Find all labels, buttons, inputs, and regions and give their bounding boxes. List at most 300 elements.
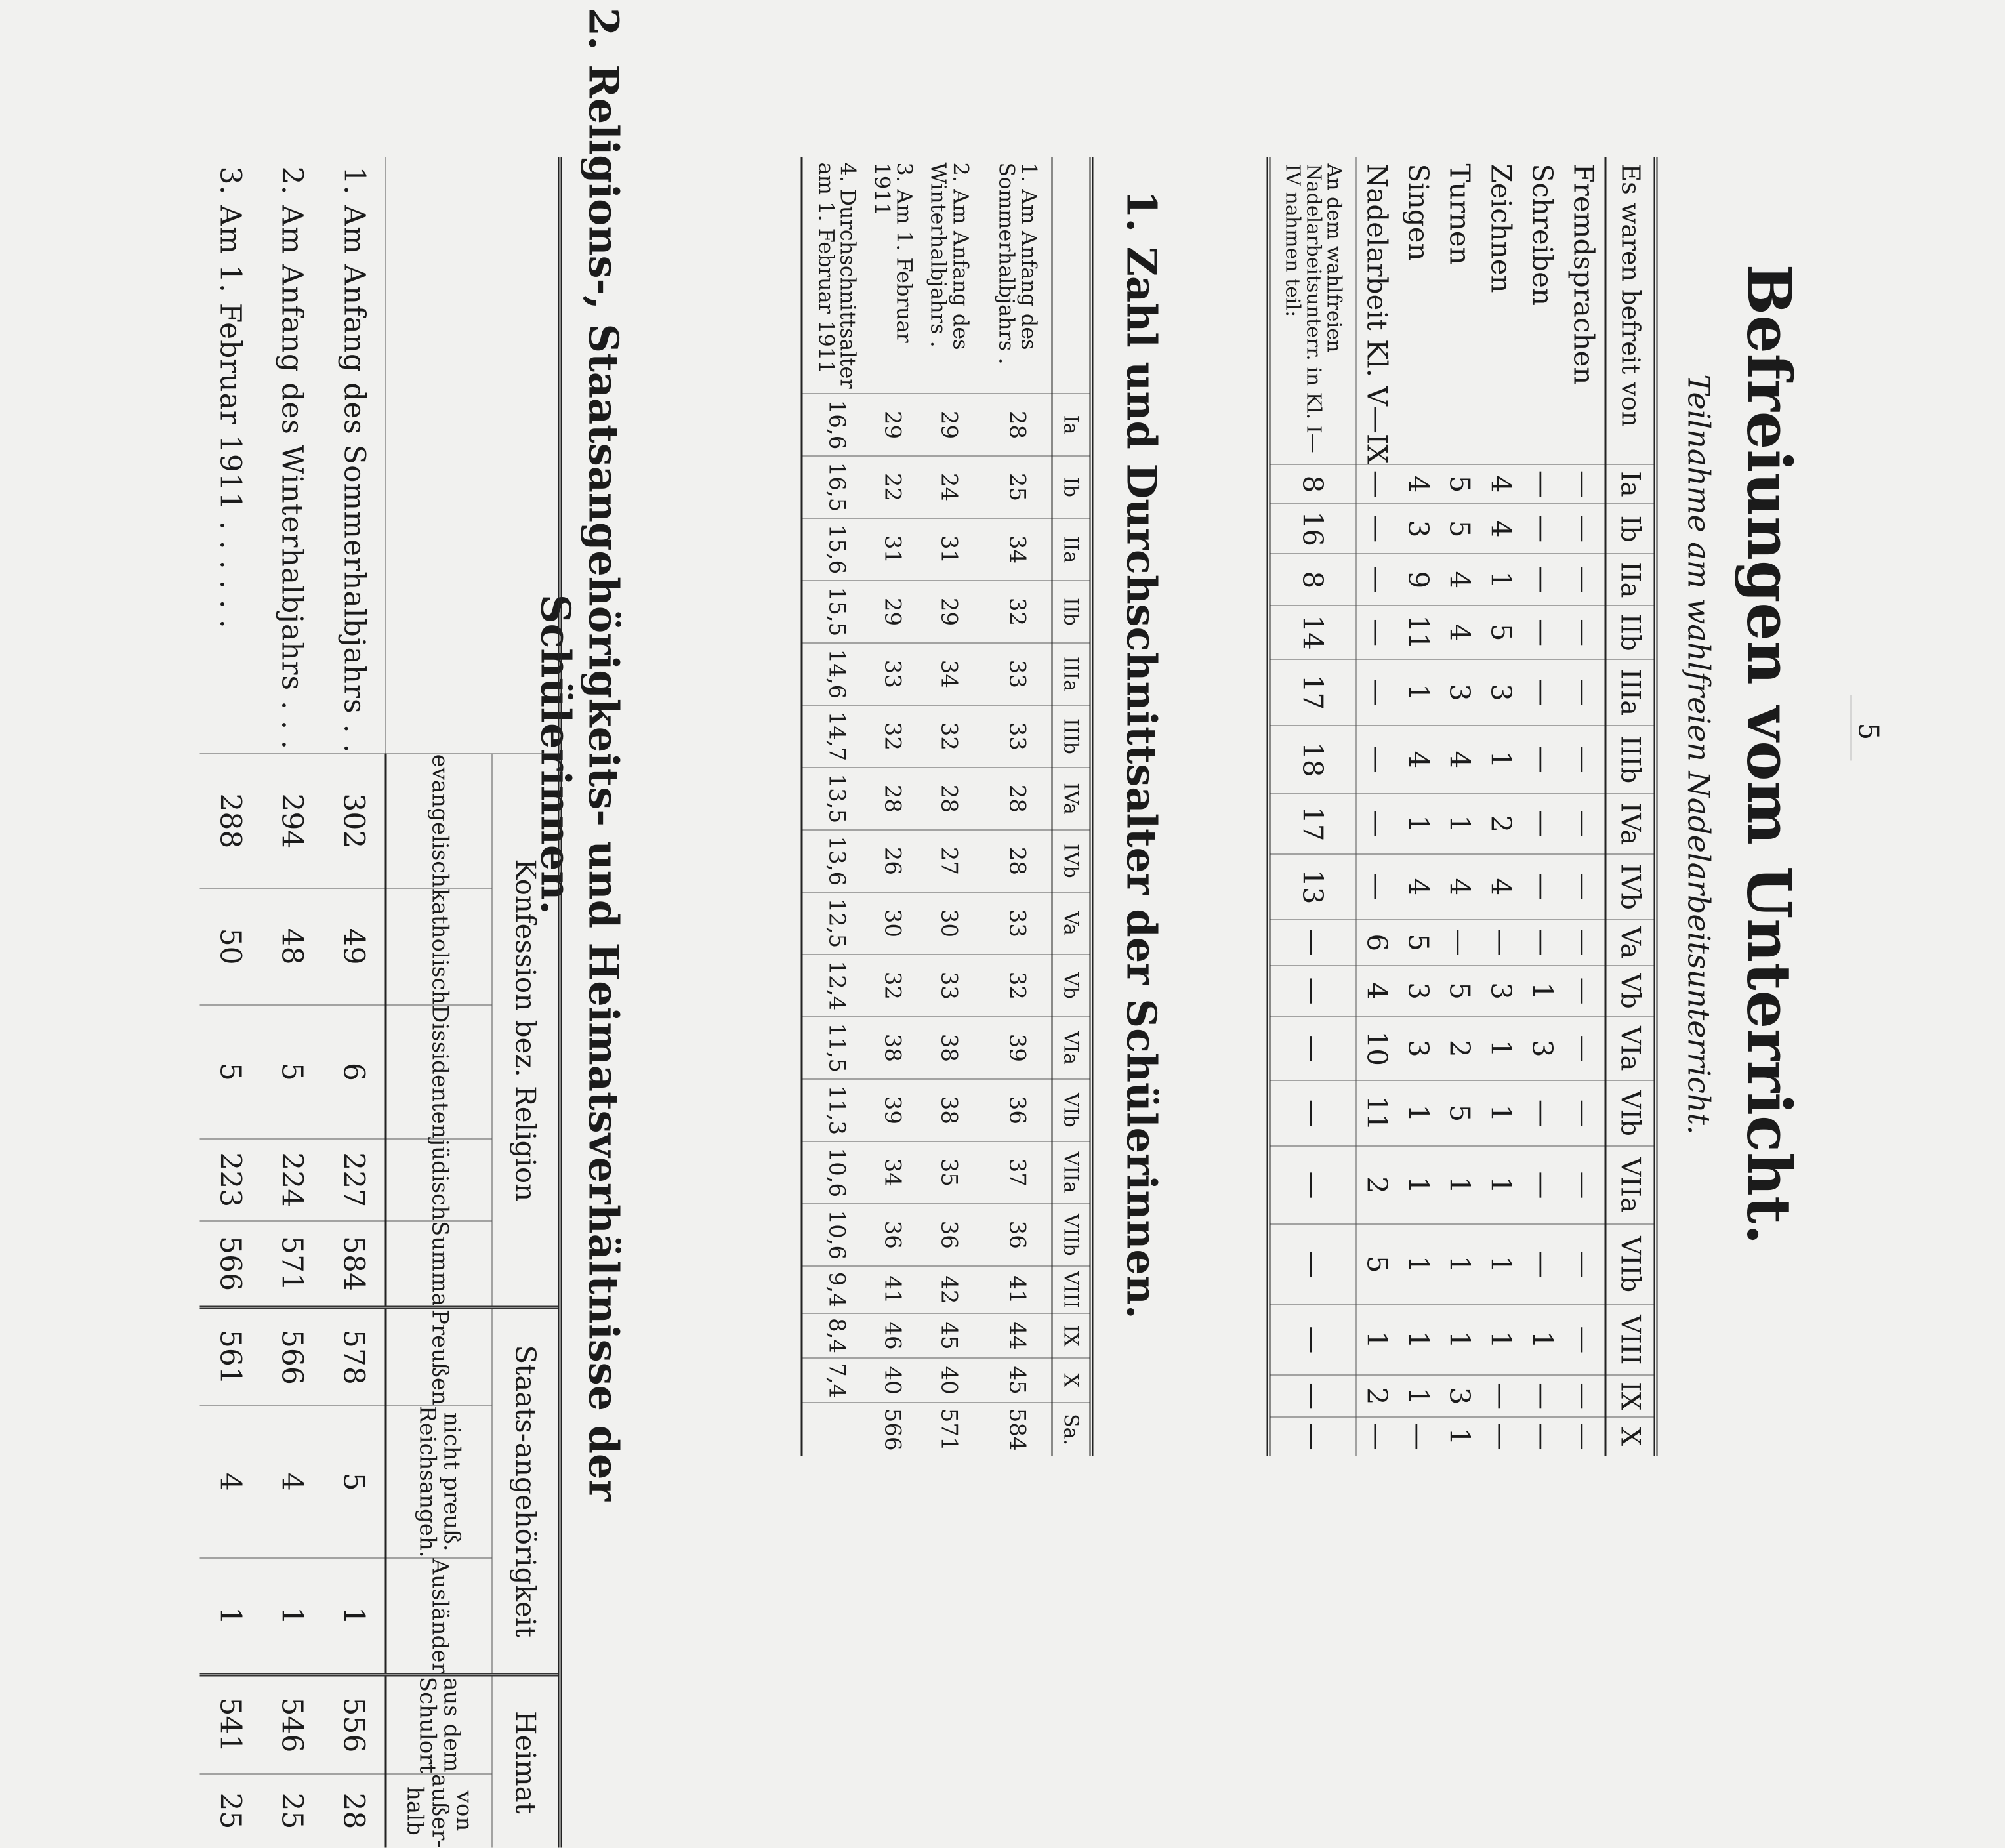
exemptions-cell: — (1563, 554, 1605, 606)
exemptions-cell: 5 (1397, 920, 1439, 966)
enrollment-cell: 26 (871, 830, 915, 892)
exemptions-cell: 5 (1439, 966, 1480, 1017)
religion-row (199, 157, 261, 1848)
exemptions-col-14: VIII (1605, 1304, 1656, 1375)
exemptions-cell: — (1563, 659, 1605, 726)
exemptions-cell: — (1521, 854, 1563, 920)
exemptions-cell: — (1521, 920, 1563, 966)
enrollment-cell: 571 (915, 1403, 983, 1456)
enrollment-col-17: Sa. (1052, 1403, 1091, 1456)
enrollment-cell: 37 (983, 1141, 1052, 1204)
enrollment-cell: 16,6 (801, 394, 871, 456)
exemptions-cell: 1 (1397, 659, 1439, 726)
enrollment-cell: 25 (983, 456, 1052, 518)
religion-cell: 4 (199, 1405, 261, 1558)
enrollment-col-8: Va (1052, 892, 1091, 955)
exemptions-cell: — (1356, 794, 1398, 854)
exemptions-cell: — (1563, 1017, 1605, 1080)
main-title: Befreiungen vom Unterricht. (1733, 264, 1804, 1245)
enrollment-cell: 32 (983, 581, 1052, 643)
exemptions-cell: — (1268, 1304, 1356, 1375)
exemptions-col-16: X (1605, 1417, 1656, 1456)
exemptions-cell: 1 (1397, 1224, 1439, 1304)
enrollment-cell (801, 1403, 871, 1456)
exemptions-cell: — (1521, 1146, 1563, 1225)
exemptions-cell: 4 (1439, 854, 1480, 920)
subtitle: Teilnahme am wahlfreien Nadelarbeitsunterricht. (1681, 374, 1716, 1135)
enrollment-cell: 22 (871, 456, 915, 518)
religion-cell: 227 (323, 1139, 386, 1220)
exemptions-cell: 1 (1397, 794, 1439, 854)
enrollment-row (871, 157, 915, 1456)
religion-row (323, 157, 386, 1848)
enrollment-col-10: VIa (1052, 1017, 1091, 1079)
exemptions-cell: 17 (1268, 794, 1356, 854)
enrollment-col-16: X (1052, 1358, 1091, 1403)
enrollment-cell: 16,5 (801, 456, 871, 518)
enrollment-col-11: VIb (1052, 1079, 1091, 1141)
enrollment-cell: 39 (871, 1079, 915, 1141)
enrollment-cell: 33 (983, 892, 1052, 955)
enrollment-cell: 12,4 (801, 955, 871, 1017)
exemptions-cell: — (1268, 1146, 1356, 1225)
exemptions-col-10: VIa (1605, 1017, 1656, 1080)
exemptions-cell: — (1268, 1417, 1356, 1456)
enrollment-cell: 31 (871, 518, 915, 581)
exemptions-cell: 8 (1268, 554, 1356, 606)
exemptions-cell: 1 (1397, 1375, 1439, 1416)
exemptions-cell: — (1563, 1304, 1605, 1375)
religion-cell: 556 (323, 1675, 386, 1773)
enrollment-row-label: 1. Am Anfang des Sommerhalbjahrs . (994, 162, 1041, 365)
enrollment-cell: 46 (871, 1313, 915, 1358)
enrollment-cell: 15,5 (801, 581, 871, 643)
religion-cell: 566 (261, 1307, 323, 1405)
exemptions-cell: — (1521, 504, 1563, 554)
religion-cell: 566 (199, 1221, 261, 1308)
enrollment-cell: 40 (871, 1358, 915, 1403)
exemptions-cell: 1 (1480, 554, 1521, 606)
exemptions-cell: 4 (1439, 606, 1480, 659)
exemptions-cell: — (1521, 554, 1563, 606)
exemptions-cell: 1 (1439, 1146, 1480, 1225)
exemptions-col-12: VIIa (1605, 1146, 1656, 1225)
exemptions-col-7: IVb (1605, 854, 1656, 920)
exemptions-cell: 1 (1521, 1304, 1563, 1375)
enrollment-cell: 584 (983, 1403, 1052, 1456)
enrollment-cell: 8,4 (801, 1313, 871, 1358)
enrollment-cell: 36 (983, 1204, 1052, 1266)
exemptions-cell: — (1521, 464, 1563, 504)
exemptions-cell: 4 (1397, 854, 1439, 920)
exemptions-cell: — (1521, 659, 1563, 726)
exemptions-cell: 2 (1356, 1375, 1398, 1416)
exemptions-col-0: Ia (1605, 464, 1656, 504)
religion-col-0: evangelisch (386, 754, 492, 888)
enrollment-cell: 31 (915, 518, 983, 581)
exemptions-cell: — (1521, 606, 1563, 659)
enrollment-cell: 14,6 (801, 643, 871, 705)
exemptions-cell: — (1563, 1224, 1605, 1304)
enrollment-cell: 33 (915, 955, 983, 1017)
enrollment-cell: 34 (983, 518, 1052, 581)
section1-title: 1. Zahl und Durchschnittsalter der Schülerinnen. (1117, 190, 1165, 1319)
exemptions-cell: — (1521, 1080, 1563, 1146)
enrollment-row (801, 157, 871, 1456)
enrollment-cell: 15,6 (801, 518, 871, 581)
exemptions-cell: 5 (1439, 504, 1480, 554)
exemptions-row (1268, 157, 1356, 1456)
exemptions-cell: — (1356, 1417, 1398, 1456)
exemptions-cell: 10 (1356, 1017, 1398, 1080)
exemptions-cell: 1 (1480, 1080, 1521, 1146)
exemptions-cell: 3 (1521, 1017, 1563, 1080)
religion-cell: 1 (323, 1558, 386, 1675)
enrollment-cell: 28 (871, 768, 915, 830)
enrollment-cell: 42 (915, 1266, 983, 1313)
exemptions-cell: — (1521, 1375, 1563, 1416)
group-staatsangehoerigkeit: Staats-angehörigkeit (492, 1307, 560, 1675)
enrollment-cell: 35 (915, 1141, 983, 1204)
enrollment-cell: 10,6 (801, 1204, 871, 1266)
religion-col-2: Dissidenten (386, 1005, 492, 1139)
enrollment-col-12: VIIa (1052, 1141, 1091, 1204)
religion-row-label: 3. Am 1. Februar 1911 . . . . . . (213, 166, 247, 629)
enrollment-cell: 40 (915, 1358, 983, 1403)
exemptions-row (1563, 157, 1605, 1456)
exemptions-cell: 3 (1397, 504, 1439, 554)
exemptions-cell: 1 (1356, 1304, 1398, 1375)
exemptions-cell: 4 (1356, 966, 1398, 1017)
enrollment-cell: 11,5 (801, 1017, 871, 1079)
religion-row-label: 1. Am Anfang des Sommerhalbjahrs . . (337, 166, 371, 754)
enrollment-col-5: IIIb (1052, 705, 1091, 768)
religion-cell: 5 (199, 1005, 261, 1139)
enrollment-cell: 13,5 (801, 768, 871, 830)
exemptions-cell: 4 (1480, 504, 1521, 554)
religion-group-row (492, 157, 560, 1848)
exemptions-cell: — (1563, 464, 1605, 504)
enrollment-cell: 14,7 (801, 705, 871, 768)
exemptions-cell: 1 (1480, 1146, 1521, 1225)
religion-cell: 288 (199, 754, 261, 888)
religion-header-blank (386, 157, 560, 754)
exemptions-col-15: IX (1605, 1375, 1656, 1416)
exemptions-cell: 8 (1268, 464, 1356, 504)
enrollment-cell: 24 (915, 456, 983, 518)
religion-row (261, 157, 323, 1848)
exemptions-cell: — (1563, 606, 1605, 659)
exemptions-cell: — (1268, 1224, 1356, 1304)
exemptions-row-label: Turnen (1443, 163, 1476, 265)
religion-col-9: von außer-halb (386, 1774, 492, 1848)
enrollment-cell: 38 (871, 1017, 915, 1079)
exemptions-row-label: An dem wahlfreien Nadelarbeitsunterr. in Kl. I—IV nahmen teil: (1268, 157, 1356, 464)
exemptions-cell: 1 (1480, 726, 1521, 794)
exemptions-cell: — (1521, 794, 1563, 854)
exemptions-cell: 1 (1397, 1304, 1439, 1375)
exemptions-cell: — (1439, 920, 1480, 966)
exemptions-row-label: Nadelarbeit Kl. V—IX (1361, 163, 1393, 464)
exemptions-cell: — (1563, 920, 1605, 966)
enrollment-header-row (1052, 157, 1091, 1456)
enrollment-cell: 29 (915, 581, 983, 643)
exemptions-cell: — (1356, 606, 1398, 659)
religion-cell: 4 (261, 1405, 323, 1558)
religion-cell: 1 (199, 1558, 261, 1675)
group-heimat: Heimat (492, 1675, 560, 1848)
exemptions-cell: — (1563, 1417, 1605, 1456)
exemptions-cell: — (1268, 1080, 1356, 1146)
enrollment-cell: 10,6 (801, 1141, 871, 1204)
enrollment-cell: 12,5 (801, 892, 871, 955)
exemptions-col-3: IIb (1605, 606, 1656, 659)
enrollment-cell: 30 (915, 892, 983, 955)
religion-cell: 578 (323, 1307, 386, 1405)
exemptions-row (1521, 157, 1563, 1456)
enrollment-row-label: 4. Durchschnittsalter am 1. Februar 1911 (813, 162, 861, 389)
enrollment-cell: 29 (871, 581, 915, 643)
religion-cell: 5 (323, 1405, 386, 1558)
exemptions-cell: 3 (1397, 1017, 1439, 1080)
exemptions-cell: 2 (1439, 1017, 1480, 1080)
exemptions-cell: — (1563, 966, 1605, 1017)
exemptions-cell: 9 (1397, 554, 1439, 606)
enrollment-col-14: VIII (1052, 1266, 1091, 1313)
enrollment-table (800, 157, 1093, 1456)
enrollment-cell: 32 (871, 705, 915, 768)
exemptions-cell: 3 (1439, 1375, 1480, 1416)
enrollment-cell: 28 (915, 768, 983, 830)
exemptions-col-6: IVa (1605, 794, 1656, 854)
religion-cell: 5 (261, 1005, 323, 1139)
exemptions-cell: 1 (1439, 1417, 1480, 1456)
exemptions-cell: 13 (1268, 854, 1356, 920)
religion-cell: 25 (199, 1774, 261, 1848)
exemptions-cell: — (1563, 726, 1605, 794)
group-konfession: Konfession bez. Religion (492, 754, 560, 1307)
enrollment-cell: 34 (871, 1141, 915, 1204)
exemptions-row (1397, 157, 1439, 1456)
exemptions-cell: — (1563, 504, 1605, 554)
religion-col-4: Summa (386, 1221, 492, 1308)
exemptions-cell: — (1268, 1375, 1356, 1416)
exemptions-cell: 1 (1439, 1224, 1480, 1304)
enrollment-cell: 27 (915, 830, 983, 892)
exemptions-row-label: Zeichnen (1485, 163, 1517, 293)
enrollment-header-blank (1052, 157, 1091, 394)
exemptions-cell: 5 (1439, 464, 1480, 504)
enrollment-cell: 32 (915, 705, 983, 768)
exemptions-cell: 1 (1397, 1080, 1439, 1146)
exemptions-cell: 5 (1439, 1080, 1480, 1146)
exemptions-cell: — (1521, 726, 1563, 794)
exemptions-col-4: IIIa (1605, 659, 1656, 726)
religion-nationality-table (199, 157, 562, 1848)
exemptions-cell: 3 (1480, 659, 1521, 726)
exemptions-cell: 5 (1356, 1224, 1398, 1304)
exemptions-cell: — (1356, 464, 1398, 504)
enrollment-cell: 33 (983, 705, 1052, 768)
section2-title: 2. Religions-, Staatsangehörigkeits- und Heimatsverhältnisse der Schülerinnen. (531, 7, 627, 1502)
religion-cell: 541 (199, 1675, 261, 1773)
exemptions-cell: — (1268, 920, 1356, 966)
enrollment-cell: 29 (915, 394, 983, 456)
exemptions-col-13: VIIb (1605, 1224, 1656, 1304)
exemptions-cell: — (1563, 794, 1605, 854)
enrollment-cell: 9,4 (801, 1266, 871, 1313)
exemptions-cell: — (1563, 854, 1605, 920)
enrollment-cell: 7,4 (801, 1358, 871, 1403)
enrollment-cell: 34 (915, 643, 983, 705)
exemptions-cell: 4 (1397, 726, 1439, 794)
enrollment-col-2: IIa (1052, 518, 1091, 581)
exemptions-cell: 4 (1480, 854, 1521, 920)
religion-cell: 1 (261, 1558, 323, 1675)
enrollment-cell: 41 (871, 1266, 915, 1313)
religion-cell: 49 (323, 888, 386, 1005)
exemptions-cell: 4 (1439, 554, 1480, 606)
exemptions-cell: — (1268, 966, 1356, 1017)
exemptions-row-label: Fremdsprachen (1567, 163, 1600, 385)
enrollment-cell: 44 (983, 1313, 1052, 1358)
exemptions-cell: — (1356, 659, 1398, 726)
exemptions-cell: 3 (1439, 659, 1480, 726)
enrollment-cell: 41 (983, 1266, 1052, 1313)
exemptions-col-9: Vb (1605, 966, 1656, 1017)
exemptions-cell: — (1563, 1080, 1605, 1146)
exemptions-cell: 2 (1480, 794, 1521, 854)
religion-cell: 6 (323, 1005, 386, 1139)
religion-col-7: Ausländer (386, 1558, 492, 1675)
enrollment-cell: 30 (871, 892, 915, 955)
exemptions-cell: — (1356, 726, 1398, 794)
enrollment-cell: 28 (983, 830, 1052, 892)
exemptions-cell: — (1356, 854, 1398, 920)
exemptions-header-row (1605, 157, 1656, 1456)
religion-col-5: Preußen (386, 1307, 492, 1405)
exemptions-cell: — (1397, 1417, 1439, 1456)
religion-cell: 223 (199, 1139, 261, 1220)
enrollment-cell: 33 (983, 643, 1052, 705)
exemptions-cell: 1 (1521, 966, 1563, 1017)
enrollment-row-label: 2. Am Anfang des Winterhalbjahrs . (926, 162, 973, 350)
enrollment-row (915, 157, 983, 1456)
enrollment-col-3: IIb (1052, 581, 1091, 643)
exemptions-cell: 1 (1480, 1017, 1521, 1080)
enrollment-cell: 566 (871, 1403, 915, 1456)
exemptions-cell: — (1356, 554, 1398, 606)
enrollment-cell: 45 (983, 1358, 1052, 1403)
enrollment-col-6: IVa (1052, 768, 1091, 830)
religion-cell: 571 (261, 1221, 323, 1308)
enrollment-col-13: VIIb (1052, 1204, 1091, 1266)
exemptions-cell: 1 (1480, 1304, 1521, 1375)
exemptions-cell: 3 (1397, 966, 1439, 1017)
exemptions-cell: — (1480, 1375, 1521, 1416)
enrollment-cell: 38 (915, 1017, 983, 1079)
exemptions-col-5: IIIb (1605, 726, 1656, 794)
enrollment-col-9: Vb (1052, 955, 1091, 1017)
enrollment-cell: 29 (871, 394, 915, 456)
religion-cell: 584 (323, 1221, 386, 1308)
exemptions-row-label: Schreiben (1526, 163, 1558, 306)
enrollment-cell: 11,3 (801, 1079, 871, 1141)
enrollment-col-15: IX (1052, 1313, 1091, 1358)
enrollment-row (983, 157, 1052, 1456)
religion-col-8: aus dem Schulort (386, 1675, 492, 1773)
religion-cell: 25 (261, 1774, 323, 1848)
exemptions-cell: — (1521, 1417, 1563, 1456)
exemptions-header-label: Es waren befreit von (1605, 157, 1656, 464)
exemptions-cell: — (1480, 1417, 1521, 1456)
exemptions-cell: 14 (1268, 606, 1356, 659)
exemptions-row (1439, 157, 1480, 1456)
exemptions-cell: — (1521, 1224, 1563, 1304)
enrollment-col-4: IIIa (1052, 643, 1091, 705)
exemptions-cell: — (1268, 1017, 1356, 1080)
enrollment-col-7: IVb (1052, 830, 1091, 892)
religion-col-3: jüdisch (386, 1139, 492, 1220)
exemptions-cell: 5 (1480, 606, 1521, 659)
exemptions-cell: 16 (1268, 504, 1356, 554)
exemptions-cell: 4 (1397, 464, 1439, 504)
religion-cell: 561 (199, 1307, 261, 1405)
religion-cell: 48 (261, 888, 323, 1005)
exemptions-row (1480, 157, 1521, 1456)
religion-cell: 294 (261, 754, 323, 888)
enrollment-cell: 13,6 (801, 830, 871, 892)
exemptions-row-label: Singen (1402, 163, 1434, 261)
enrollment-cell: 32 (983, 955, 1052, 1017)
exemptions-row (1356, 157, 1398, 1456)
exemptions-col-8: Va (1605, 920, 1656, 966)
religion-cell: 28 (323, 1774, 386, 1848)
religion-row-label: 2. Am Anfang des Winterhalbjahrs . . . (275, 166, 309, 750)
enrollment-cell: 36 (915, 1204, 983, 1266)
enrollment-cell: 36 (983, 1079, 1052, 1141)
religion-cell: 224 (261, 1139, 323, 1220)
religion-col-6: nicht preuß. Reichsangeh. (386, 1405, 492, 1558)
enrollment-cell: 28 (983, 768, 1052, 830)
exemptions-cell: — (1563, 1146, 1605, 1225)
exemptions-cell: — (1480, 920, 1521, 966)
page-number-rule (1850, 695, 1851, 761)
enrollment-cell: 45 (915, 1313, 983, 1358)
page-number: 5 (1852, 722, 1884, 741)
enrollment-cell: 36 (871, 1204, 915, 1266)
religion-col-1: katholisch (386, 888, 492, 1005)
enrollment-row-label: 3. Am 1. Februar 1911 (869, 162, 917, 343)
religion-cell: 546 (261, 1675, 323, 1773)
exemptions-cell: 17 (1268, 659, 1356, 726)
religion-cell: 50 (199, 888, 261, 1005)
exemptions-col-2: IIa (1605, 554, 1656, 606)
enrollment-cell: 39 (983, 1017, 1052, 1079)
enrollment-col-1: Ib (1052, 456, 1091, 518)
enrollment-cell: 38 (915, 1079, 983, 1141)
exemptions-cell: 1 (1439, 794, 1480, 854)
enrollment-cell: 32 (871, 955, 915, 1017)
enrollment-cell: 33 (871, 643, 915, 705)
exemptions-cell: 6 (1356, 920, 1398, 966)
exemptions-cell: 1 (1480, 1224, 1521, 1304)
exemptions-cell: — (1563, 1375, 1605, 1416)
exemptions-cell: 3 (1480, 966, 1521, 1017)
exemptions-cell: 11 (1356, 1080, 1398, 1146)
enrollment-col-0: Ia (1052, 394, 1091, 456)
exemptions-cell: 4 (1480, 464, 1521, 504)
